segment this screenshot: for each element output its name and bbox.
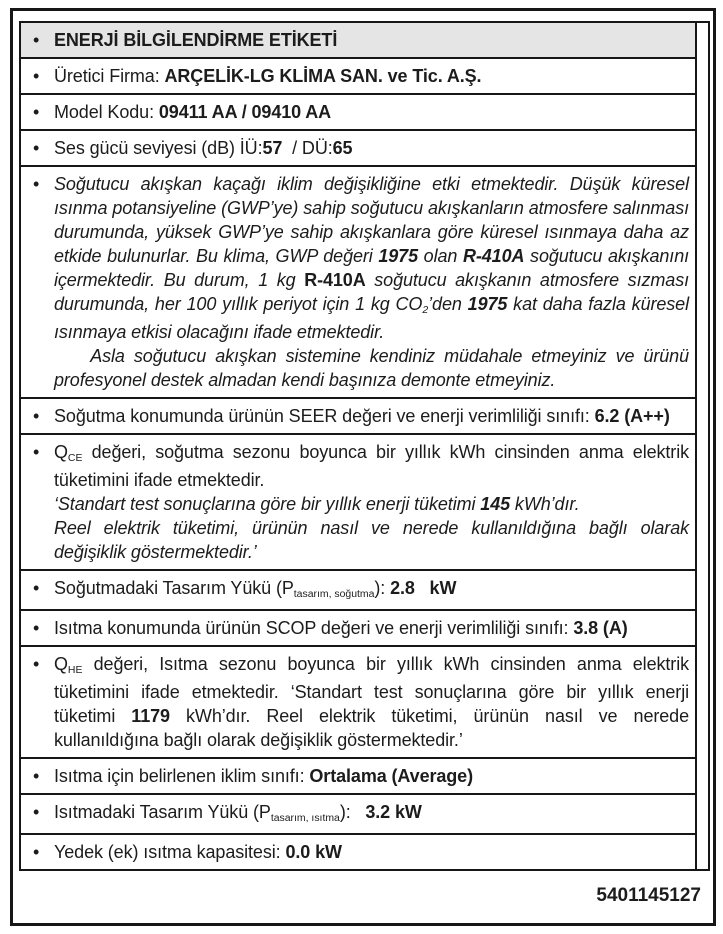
text-run: 3.2 kW bbox=[365, 802, 422, 822]
row-qhe-annual-consumption bbox=[21, 645, 695, 757]
row-text bbox=[54, 100, 689, 124]
text-run: 1179 bbox=[131, 706, 170, 726]
bullet-icon: • bbox=[33, 66, 40, 86]
row-cooling-design-load bbox=[21, 569, 695, 609]
text-run: tasarım, ısıtma bbox=[270, 812, 340, 824]
text-run: 57 bbox=[262, 138, 283, 158]
text-run: Soğutma konumunda ürünün SEER değeri ve enerji verimliliği sınıfı: bbox=[54, 406, 595, 426]
text-run: 1975 bbox=[378, 246, 418, 266]
text-run: Q bbox=[54, 654, 68, 674]
text-run: tasarım, soğutma bbox=[293, 588, 375, 600]
text-run: Q bbox=[54, 442, 68, 462]
text-run: ’den bbox=[428, 294, 468, 314]
row-text bbox=[54, 64, 689, 88]
text-run: 6.2 (A++) bbox=[594, 406, 670, 426]
row-text bbox=[54, 764, 689, 788]
bullet-icon: • bbox=[33, 102, 40, 122]
text-run: Yedek (ek) ısıtma kapasitesi: bbox=[54, 842, 286, 862]
row-text bbox=[54, 576, 689, 604]
page-border-frame bbox=[10, 8, 716, 926]
row-seer-value bbox=[21, 397, 695, 433]
text-run: 2 bbox=[422, 304, 429, 316]
text-run: Isıtma konumunda ürünün SCOP değeri ve enerji verimliliği sınıfı: bbox=[54, 618, 574, 638]
text-run: Ortalama (Average) bbox=[309, 766, 473, 786]
row-sound-power-level bbox=[21, 129, 695, 165]
row-text bbox=[54, 440, 689, 564]
text-run: kWh’dır. Reel elektrik tüketimi, ürünün nasıl ve nerede kullanıldığına bağlı olarak değişiklik göstermektedir.’ bbox=[54, 706, 689, 750]
row-text bbox=[54, 840, 689, 864]
row-text bbox=[54, 652, 689, 752]
bullet-icon: • bbox=[33, 30, 40, 50]
bullet-icon: • bbox=[33, 578, 40, 598]
text-run: 0.0 kW bbox=[285, 842, 342, 862]
row-text bbox=[54, 404, 689, 428]
bullet-icon: • bbox=[33, 802, 40, 822]
row-model-code bbox=[21, 93, 695, 129]
text-run: 1975 bbox=[467, 294, 508, 314]
text-run: ENERJİ BİLGİLENDİRME ETİKETİ bbox=[54, 30, 338, 50]
bullet-icon: • bbox=[33, 654, 40, 674]
text-run: 09411 AA / 09410 AA bbox=[158, 102, 332, 122]
document-number: 5401145127 bbox=[596, 885, 701, 906]
text-run: 65 bbox=[332, 138, 353, 158]
row-text bbox=[54, 28, 689, 52]
text-run: soğutucu akışkanını içermektedir. Bu durum, 1 kg bbox=[54, 246, 690, 290]
text-run: ): bbox=[339, 802, 366, 822]
row-backup-heating-capacity bbox=[21, 833, 695, 869]
table-right-spacer-column bbox=[695, 23, 708, 869]
row-text bbox=[54, 800, 689, 828]
row-text bbox=[54, 172, 689, 392]
bullet-icon: • bbox=[33, 618, 40, 638]
text-run: soğutucu akışkanın atmosfere sızması durumunda, her 100 yıllık periyot için 1 kg CO bbox=[54, 270, 689, 314]
row-climate-class bbox=[21, 757, 695, 793]
row-qce-annual-consumption bbox=[21, 433, 695, 569]
text-run: 3.8 (A) bbox=[573, 618, 628, 638]
text-run: 145 bbox=[480, 494, 511, 514]
text-run: ARÇELİK-LG KLİMA SAN. ve Tic. A.Ş. bbox=[164, 66, 482, 86]
row-heating-design-load bbox=[21, 793, 695, 833]
row-manufacturer bbox=[21, 57, 695, 93]
text-run: değeri, Isıtma sezonu boyunca bir yıllık kWh cinsinden anma elektrik tüketimini ifade etmektedir. ‘Standart test sonuçlarına göre bir yıllık enerji tüketimi bbox=[54, 654, 689, 726]
row-energy-label-title bbox=[21, 23, 695, 57]
text-run: 2.8 kW bbox=[390, 578, 457, 598]
text-run: Asla soğutucu akışkan sistemine kendiniz müdahale etmeyiniz ve ürünü profesyonel destek almadan kendi başınıza demonte etmeyiniz. bbox=[54, 346, 689, 390]
text-run: Isıtmadaki Tasarım Yükü (P bbox=[54, 802, 271, 822]
row-text bbox=[54, 616, 689, 640]
bullet-icon: • bbox=[33, 138, 40, 158]
text-run: Model Kodu: bbox=[54, 102, 159, 122]
text-run: kWh’dır. bbox=[510, 494, 580, 514]
bullet-icon: • bbox=[33, 406, 40, 426]
text-run: değeri, soğutma sezonu boyunca bir yıllık kWh cinsinden anma elektrik tüketimini ifade etmektedir. bbox=[54, 442, 689, 490]
text-run: Ses gücü seviyesi (dB) İÜ: bbox=[54, 138, 263, 158]
text-run: kat daha fazla küresel ısınmaya etkisi olacağını ifade etmektedir. bbox=[54, 294, 689, 342]
text-run: CE bbox=[67, 452, 83, 464]
text-run: / DÜ: bbox=[282, 138, 333, 158]
bullet-icon: • bbox=[33, 842, 40, 862]
text-run: olan bbox=[418, 246, 463, 266]
text-run: R-410A bbox=[462, 246, 525, 266]
row-scop-value bbox=[21, 609, 695, 645]
text-run: Isıtma için belirlenen iklim sınıfı: bbox=[54, 766, 310, 786]
row-refrigerant-warning bbox=[21, 165, 695, 397]
bullet-icon: • bbox=[33, 766, 40, 786]
bullet-icon: • bbox=[33, 442, 40, 462]
table-main-column bbox=[21, 23, 695, 869]
text-run: R-410A bbox=[304, 270, 366, 290]
text-run: Soğutmadaki Tasarım Yükü (P bbox=[54, 578, 294, 598]
text-run: Reel elektrik tüketimi, ürünün nasıl ve nerede kullanıldığına bağlı olarak değişiklik göstermektedir.’ bbox=[54, 518, 689, 562]
row-text bbox=[54, 136, 689, 160]
text-run: ): bbox=[374, 578, 391, 598]
text-run: ‘Standart test sonuçlarına göre bir yıllık enerji tüketimi bbox=[54, 494, 481, 514]
energy-label-table bbox=[19, 21, 710, 871]
text-run: HE bbox=[67, 664, 83, 676]
text-run: Soğutucu akışkan kaçağı iklim değişikliğine etki etmektedir. Düşük küresel ısınma potansiyeline (GWP’ye) sahip soğutucu akışkanların atmosfere salınması durumunda, yüksek GWP’ye sahip akışkanlara göre küresel ısınmaya daha az etkide bulunurlar. Bu klima, GWP değeri bbox=[54, 174, 689, 266]
bullet-icon: • bbox=[33, 174, 40, 194]
text-run: Üretici Firma: bbox=[54, 66, 165, 86]
